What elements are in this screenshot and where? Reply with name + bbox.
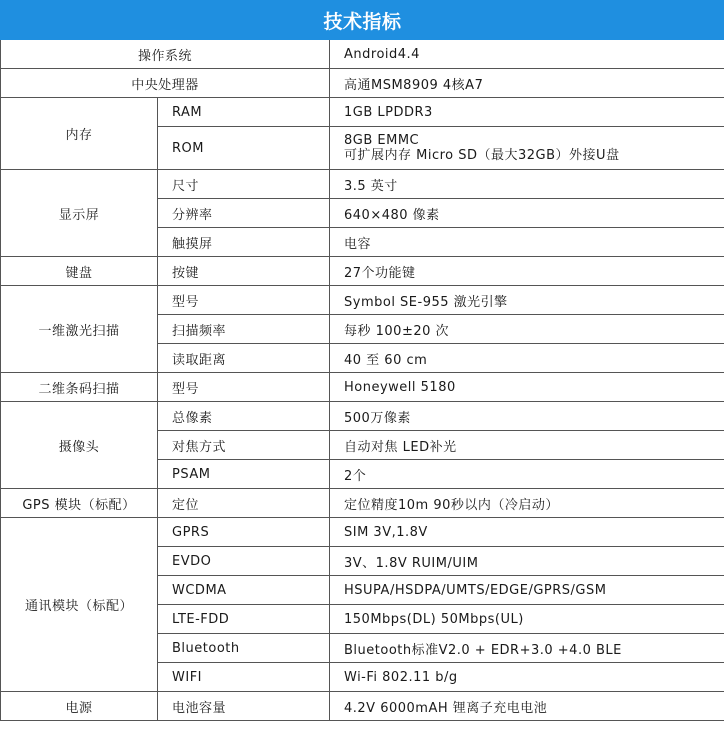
evdo-label: EVDO [158,547,330,576]
wcdma-value: HSUPA/HSDPA/UMTS/EDGE/GPRS/GSM [330,576,724,605]
lte-value: 150Mbps(DL) 50Mbps(UL) [330,605,724,634]
os-label: 操作系统 [1,40,330,69]
pixels-label: 总像素 [158,402,330,431]
resolution-value: 640×480 像素 [330,199,724,228]
touch-value: 电容 [330,228,724,257]
cpu-value: 高通MSM8909 4核A7 [330,69,724,98]
wifi-value: Wi-Fi 802.11 b/g [330,663,724,692]
positioning-value: 定位精度10m 90秒以内（冷启动） [330,489,724,518]
read-distance-label: 读取距离 [158,344,330,373]
touch-label: 触摸屏 [158,228,330,257]
psam-value: 2个 [330,460,724,489]
table-row [1,98,724,127]
table-title: 技术指标 [1,1,724,40]
resolution-label: 分辨率 [158,199,330,228]
display-label: 显示屏 [1,170,158,257]
scan2d-label: 二维条码扫描 [1,373,158,402]
gprs-label: GPRS [158,518,330,547]
table-row [1,518,724,547]
battery-value: 4.2V 6000mAH 锂离子充电电池 [330,692,724,721]
rom-label: ROM [158,127,330,170]
pixels-value: 500万像素 [330,402,724,431]
os-value: Android4.4 [330,40,724,69]
keys-label: 按键 [158,257,330,286]
positioning-label: 定位 [158,489,330,518]
scan-rate-label: 扫描频率 [158,315,330,344]
cpu-label: 中央处理器 [1,69,330,98]
table-row [1,286,724,315]
scan2d-model-value: Honeywell 5180 [330,373,724,402]
lte-label: LTE-FDD [158,605,330,634]
rom-value-line2: 可扩展内存 Micro SD（最大32GB）外接U盘 [344,148,620,163]
battery-label: 电池容量 [158,692,330,721]
keyboard-label: 键盘 [1,257,158,286]
scan1d-model-label: 型号 [158,286,330,315]
wifi-label: WIFI [158,663,330,692]
table-row [1,692,724,721]
table-header-row [1,1,724,40]
table-row [1,69,724,98]
gps-label: GPS 模块（标配） [1,489,158,518]
scan-rate-value: 每秒 100±20 次 [330,315,724,344]
power-label: 电源 [1,692,158,721]
memory-label: 内存 [1,98,158,170]
read-distance-value: 40 至 60 cm [330,344,724,373]
display-size-value: 3.5 英寸 [330,170,724,199]
gprs-value: SIM 3V,1.8V [330,518,724,547]
bluetooth-label: Bluetooth [158,634,330,663]
table-row [1,40,724,69]
display-size-label: 尺寸 [158,170,330,199]
bluetooth-value: Bluetooth标准V2.0 + EDR+3.0 +4.0 BLE [330,634,724,663]
scan2d-model-label: 型号 [158,373,330,402]
focus-value: 自动对焦 LED补光 [330,431,724,460]
table-row [1,257,724,286]
focus-label: 对焦方式 [158,431,330,460]
rom-value [330,127,724,170]
scan1d-model-value: Symbol SE-955 激光引擎 [330,286,724,315]
scan1d-label: 一维激光扫描 [1,286,158,373]
psam-label: PSAM [158,460,330,489]
table-row [1,373,724,402]
table-row [1,170,724,199]
comm-label: 通讯模块（标配） [1,518,158,692]
keys-value: 27个功能键 [330,257,724,286]
rom-value-line1: 8GB EMMC [344,133,420,148]
table-row [1,489,724,518]
evdo-value: 3V、1.8V RUIM/UIM [330,547,724,576]
wcdma-label: WCDMA [158,576,330,605]
camera-label: 摄像头 [1,402,158,489]
table-row [1,402,724,431]
ram-label: RAM [158,98,330,127]
ram-value: 1GB LPDDR3 [330,98,724,127]
